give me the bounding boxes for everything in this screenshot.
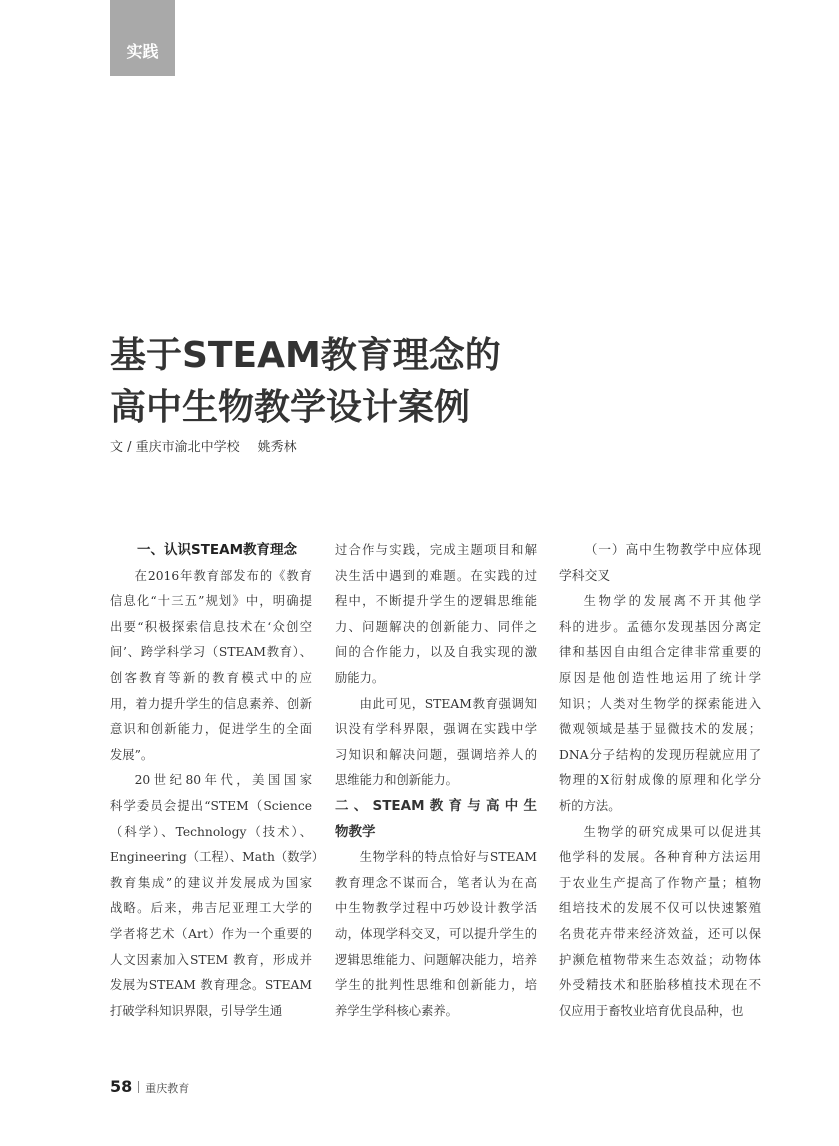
text-line: 间’、跨学科学习（STEAM教育）、	[110, 645, 312, 660]
text-line: 励能力。	[335, 670, 385, 685]
text-line: 创客教育等新的教育模式中的应	[110, 670, 312, 685]
text-line: 力、问题解决的创新能力、同伴之	[335, 619, 537, 634]
text-line: 动，体现学科交叉，可以提升学生的	[335, 926, 537, 941]
text-line: 组培技术的发展不仅可以快速繁殖	[559, 901, 761, 916]
text-line: 学生的批判性思维和创新能力，培	[335, 978, 537, 993]
text-line: 过合作与实践，完成主题项目和解	[335, 543, 537, 557]
text-line: 打破学科知识界限，引导学生通	[110, 1003, 283, 1018]
text-line: 他学科的发展。各种育种方法运用	[559, 850, 761, 865]
text-line: 外受精技术和胚胎移植技术现在不	[559, 978, 761, 993]
text-column-2	[335, 538, 537, 1024]
text-line: 在2016年教育部发布的《教育	[134, 568, 312, 583]
title-line-1: 基于STEAM教育理念的	[110, 335, 501, 376]
text-line: 程中，不断提升学生的逻辑思维能	[335, 594, 537, 609]
author-affiliation: 文 / 重庆市渝北中学校	[110, 440, 240, 455]
heading-line: 二、STEAM教育与高中生	[335, 797, 537, 814]
heading-line: 物教学	[335, 823, 376, 840]
text-line: 习知识和解决问题，强调培养人的	[335, 747, 537, 762]
paragraph	[110, 768, 325, 1024]
article-title	[110, 330, 710, 434]
text-line: 人文因素加入STEM 教育，形成并	[110, 952, 312, 967]
text-line: 仅应用于畜牧业培育优良品种，也	[559, 1003, 744, 1018]
text-line: 教育理念不谋而合，笔者认为在高	[335, 875, 537, 890]
heading-line: 学科交叉	[559, 568, 611, 584]
text-line: 逻辑思维能力、问题解决能力，培养	[335, 952, 537, 967]
page-footer	[110, 1077, 189, 1096]
text-line: 学者将艺术（Art）作为一个重要的	[110, 926, 312, 941]
heading-line: （一）高中生物教学中应体现	[584, 543, 761, 558]
text-line: 生物学科的特点恰好与STEAM	[359, 850, 537, 865]
text-line: Engineering（工程）、Math（数学）	[110, 850, 325, 865]
text-column-3	[559, 538, 761, 1024]
text-line: 析的方法。	[559, 798, 621, 813]
paragraph	[110, 564, 312, 769]
text-line: 科学委员会提出“STEM（Science	[110, 798, 312, 813]
text-line: （科学）、Technology（技术）、	[110, 824, 312, 839]
text-line: 发展为STEAM 教育理念。STEAM	[110, 978, 312, 993]
text-line: 教育集成”的建议并发展成为国家	[110, 875, 312, 890]
section-heading-1: 一、认识STEAM教育理念	[137, 542, 298, 558]
author-name: 姚秀林	[257, 440, 297, 455]
text-line: DNA分子结构的发现历程就应用了	[559, 747, 761, 762]
text-line: 原因是他创造性地运用了统计学	[559, 670, 761, 685]
footer-divider	[138, 1081, 139, 1093]
text-line: 决生活中遇到的难题。在实践的过	[335, 568, 537, 583]
text-line: 中生物教学过程中巧妙设计教学活	[335, 901, 537, 916]
text-line: 生物学的发展离不开其他学	[583, 594, 761, 609]
text-line: 识没有学科界限，强调在实践中学	[335, 722, 537, 737]
text-line: 间的合作能力，以及自我实现的激	[335, 645, 537, 660]
text-line: 用，着力提升学生的信息素养、创新	[110, 696, 312, 711]
text-line: 科的进步。孟德尔发现基因分离定	[559, 619, 761, 634]
journal-name: 重庆教育	[145, 1082, 190, 1095]
text-line: 战略。后来，弗吉尼亚理工大学的	[110, 901, 312, 916]
text-line: 生物学的研究成果可以促进其	[583, 824, 761, 839]
text-line: 微观领域是基于显微技术的发展；	[559, 722, 761, 737]
section-tag: 实践	[110, 0, 175, 76]
text-line: 护濒危植物带来生态效益；动物体	[559, 952, 761, 967]
text-line: 思维能力和创新能力。	[335, 773, 458, 788]
paragraph	[335, 538, 537, 692]
text-line: 发展”。	[110, 747, 154, 762]
paragraph	[335, 845, 537, 1024]
title-line-2: 高中生物教学设计案例	[110, 387, 471, 428]
paragraph	[559, 820, 761, 1025]
page-number: 58	[110, 1077, 133, 1096]
subsection-heading	[559, 538, 761, 589]
text-line: 知识；人类对生物学的探索能进入	[559, 696, 761, 711]
text-line: 意识和创新能力，促进学生的全面	[110, 722, 312, 737]
text-line: 物理的X衍射成像的原理和化学分	[559, 773, 761, 788]
text-line: 信息化“十三五”规划》中，明确提	[110, 594, 312, 609]
text-line: 养学生学科核心素养。	[335, 1003, 458, 1018]
paragraph	[559, 589, 761, 819]
byline	[110, 436, 297, 455]
text-line: 名贵花卉带来经济效益，还可以保	[559, 926, 761, 941]
text-column-1	[110, 538, 325, 1024]
text-line: 于农业生产提高了作物产量；植物	[559, 875, 761, 890]
text-line: 20世纪80年代，美国国家	[134, 773, 312, 788]
section-heading-2	[335, 794, 537, 845]
paragraph	[335, 692, 537, 794]
text-line: 由此可见，STEAM教育强调知	[359, 696, 537, 711]
text-line: 出要“积极探索信息技术在‘众创空	[110, 619, 312, 634]
text-line: 律和基因自由组合定律非常重要的	[559, 645, 761, 660]
